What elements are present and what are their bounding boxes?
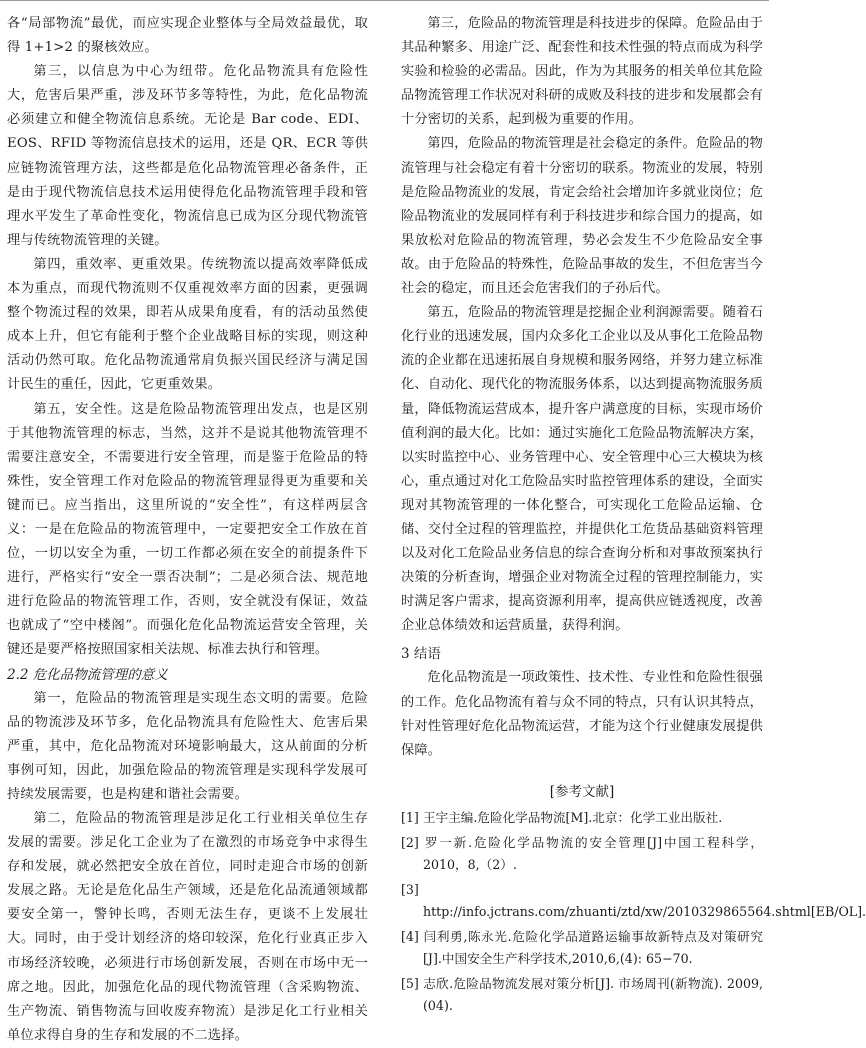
paragraph: 第一，危险品的物流管理是实现生态文明的需要。危险品的物流涉及环节多，危化品物流具有危险性大、危害后果严重，其中，危化品物流对环境影响最大，这从前面的分析事例可知，因此，加强危险品的物流管理是实现科学发展可持续发展需要，也是构建和谐社会需要。 (7, 690, 368, 802)
paragraph: 第五，安全性。这是危险品物流管理出发点，也是区别于其他物流管理的标志，当然，这并不是说其他物流管理不需要注意安全，不需要进行安全管理，而是鉴于危险品的特殊性，安全管理工作对危险品的物流管理显得更为重要和关键而已。应当指出，这里所说的“安全性”，有这样两层含义：一是在危险品的物流管理中，一定要把安全工作放在首位，一切以安全为重，一切工作都必须在安全的前提条件下进行，严格实行“安全一票否决制”；二是必须合法、规范地进行危险品的物流管理工作，否则，安全就没有保证，效益也就成了“空中楼阁”。而强化危化品物流运营安全管理，关键还是要严格按照国家相关法规、标准去执行和管理。 (7, 401, 368, 658)
right-column (401, 12, 866, 1020)
paragraph: 第三，危险品的物流管理是科技进步的保障。危险品由于其品种繁多、用途广泛、配套性和技术性强的特点而成为科学实验和检验的必需品。因此，作为为其服务的相关单位其危险品物流管理工作状况对科研的成败及科技的进步和发展都会有十分密切的关系，起到极为重要的作用。 (401, 16, 763, 128)
reference-item (401, 807, 763, 829)
reference-number: [2] (401, 834, 419, 850)
top-rule (0, 0, 769, 1)
paragraph: 第四，重效率、更重效果。传统物流以提高效率降低成本为重点，而现代物流则不仅重视效率方面的因素，更强调整个物流过程的效果，即若从成果角度看，有的活动虽然使成本上升，但它有能利于整个企业战略目标的实现，则这种活动仍然可取。危化品物流通常肩负振兴国民经济与满足国计民生的重任，因此，它更重效果。 (7, 256, 368, 393)
paragraph: 第五，危险品的物流管理是挖掘企业利润源需要。随着石化行业的迅速发展，国内众多化工企业以及从事化工危险品物流的企业都在迅速拓展自身规模和服务网络，并努力建立标准化、自动化、现代化的物流服务体系，以达到提高物流服务质量，降低物流运营成本，提升客户满意度的目标，实现市场价值利润的最大化。比如：通过实施化工危险品物流解决方案，以实时监控中心、业务管理中心、安全管理中心三大模块为核心，重点通过对化工危险品实时监控管理体系的建设，全面实现对其物流管理的一体化整合，可实现化工危险品运输、仓储、交付全过程的管理监控，并提供化工危货品基础资料管理以及对化工危险品业务信息的综合查询分析和对事故预案执行决策的分析查询，增强企业对物流全过程的管理控制能力，实时满足客户需求，提高资源利用率，提高供应链透视度，改善企业总体绩效和运营质量，获得利润。 (401, 305, 763, 634)
reference-item (401, 879, 866, 923)
section-heading: 3 结语 (401, 646, 441, 663)
paragraph: 各“局部物流”最优，而应实现企业整体与全局效益最优，取得 1+1>2 的聚核效应。 (7, 16, 368, 56)
paragraph: 第三，以信息为中心为纽带。危化品物流具有危险性大，危害后果严重，涉及环节多等特性，为此，危化品物流必须建立和健全物流信息系统。无论是 Bar code、EDI、EOS、RFID 等物流信息技术的运用，还是 QR、ECR 等供应链物流管理方法，这些都是危化品物流管理必备条件，正是由于现代物流信息技术运用使得危化品物流管理手段和管理水平发生了革命性变化，物流信息已成为区分现代物流管理与传统物流管理的关键。 (7, 64, 368, 248)
reference-number: [5] (401, 975, 419, 991)
conclusion-paragraph: 危化品物流是一项政策性、技术性、专业性和危险性很强的工作。危化品物流有着与众不同的特点，只有认识其特点，针对性管理好危化品物流运营，才能为这个行业健康发展提供保障。 (401, 670, 763, 758)
reference-number: [3] (401, 881, 419, 897)
left-column (7, 12, 368, 1048)
reference-text: http://info.jctrans.com/zhuanti/ztd/xw/2010329865564.shtml[EB/OL]. (423, 903, 866, 919)
paragraph: 第四，危险品的物流管理是社会稳定的条件。危险品的物流管理与社会稳定有着十分密切的联系。物流业的发展，特别是危险品物流业的发展，肯定会给社会增加许多就业岗位；危险品物流业的发展同样有利于科技进步和综合国力的提高，如果放松对危险品的物流管理，势必会发生不少危险品安全事故。由于危险品的特殊性，危险品事故的发生，不但危害当今社会的稳定，而且还会危害我们的子孙后代。 (401, 136, 763, 297)
reference-number: [4] (401, 928, 419, 944)
paragraph: 第二，危险品的物流管理是涉足化工行业相关单位生存发展的需要。涉足化工企业为了在激烈的市场竞争中求得生存和发展，就必然把安全放在首位，同时走迎合市场的创新发展之路。无论是危化品生产领域，还是危化品流通领域都要安全第一，警钟长鸣，否则无法生存，更谈不上发展壮大。同时，由于受计划经济的烙印较深，危化行业真正步入市场经济较晚，必须进行市场创新发展，否则在市场中无一席之地。因此，加强危化品的现代物流管理（含采购物流、生产物流、销售物流与回收废弃物流）是涉足化工行业相关单位求得自身的生存和发展的不二选择。 (7, 811, 368, 1043)
references-list (401, 807, 866, 1017)
reference-text: 闫利勇,陈永光.危险化学品道路运输事故新特点及对策研究[J].中国安全生产科学技术,2010,6,(4): 65−70. (423, 928, 763, 966)
reference-text: 志欣.危险品物流发展对策分析[J]. 市场周刊(新物流). 2009,(04). (423, 975, 763, 1013)
reference-item (401, 973, 763, 1017)
reference-item (401, 926, 763, 970)
reference-text: 王宇主编.危险化学品物流[M].北京：化学工业出版社. (423, 809, 723, 825)
section-heading: 2.2 危化品物流管理的意义 (7, 666, 168, 683)
references-heading: [参考文献] (549, 783, 615, 800)
reference-text: 罗一新.危险化学品物流的安全管理[J]中国工程科学，2010，8,（2）. (423, 834, 763, 872)
reference-number: [1] (401, 809, 419, 825)
reference-item (401, 832, 763, 876)
